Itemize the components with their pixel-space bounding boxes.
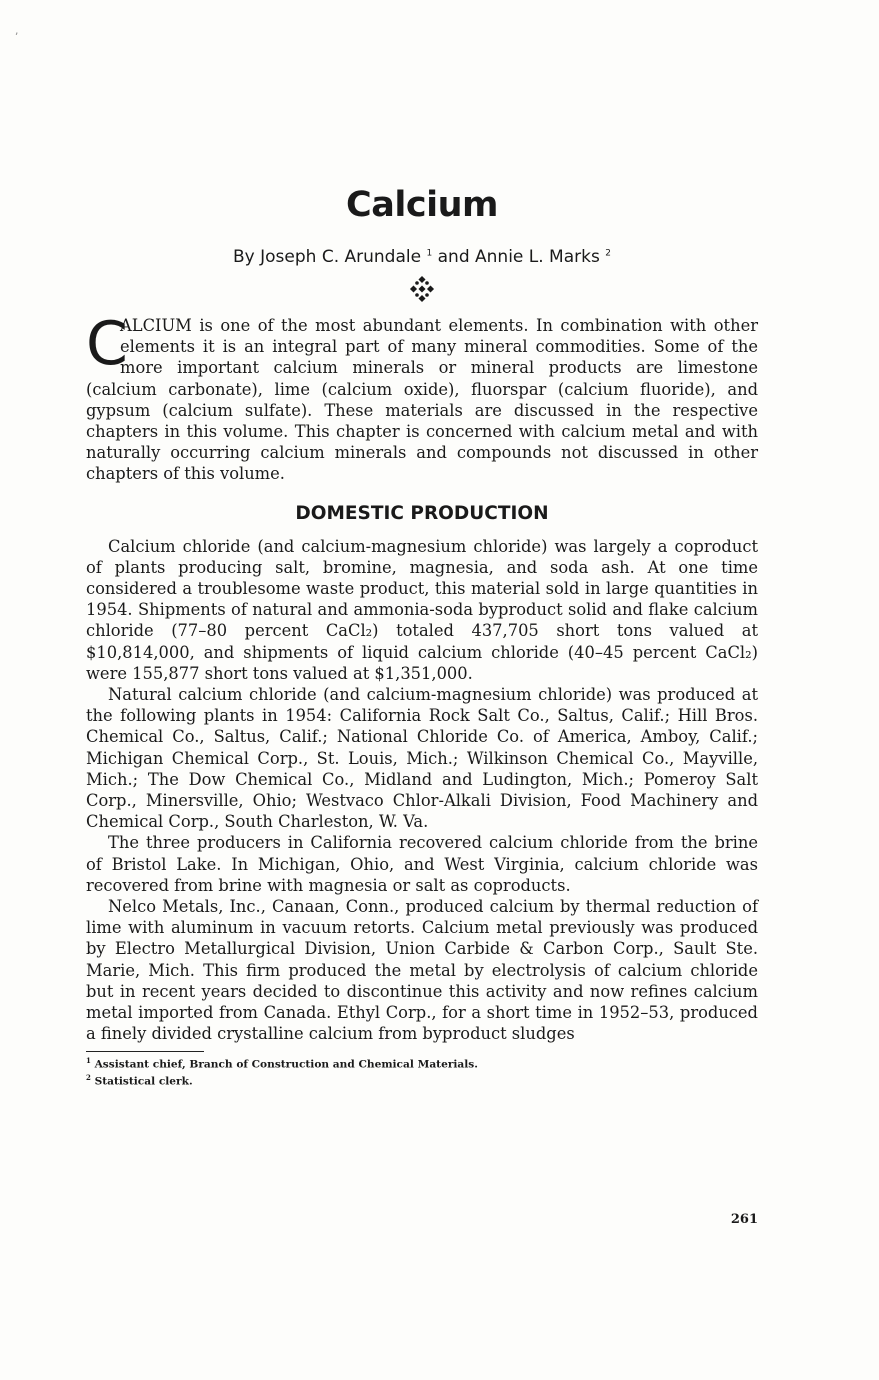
body-paragraph: Nelco Metals, Inc., Canaan, Conn., produced calcium by thermal reduction of lime with aluminum in vacuum retorts. Calcium metal previously was produced by Electro Metallurgical Division, Union Carbide & Carbon Corp., Sault Ste. Marie, Mich. This firm produced the metal by electrolysis of calcium chloride but in recent years decided to discontinue this activity and now refines calcium metal imported from Canada. Ethyl Corp., for a short time in 1952–53, produced a finely divided crystalline calcium from byproduct sludges [86,897,758,1044]
body-paragraph: Calcium chloride (and calcium-magnesium chloride) was largely a coproduct of plants producing salt, bromine, magnesia, and soda ash. At one time considered a troublesome waste product, this material sold in large quantities in 1954. Shipments of natural and ammonia-soda byproduct solid and flake calcium chloride (77–80 percent CaCl₂) totaled 437,705 short tons valued at $10,814,000, and shipments of liquid calcium chloride (40–45 percent CaCl₂) were 155,877 short tons valued at $1,351,000. [86,536,758,683]
footnote [86,1071,758,1089]
footnotes [86,1054,758,1089]
page-content [86,185,758,1227]
section-heading: DOMESTIC PRODUCTION [295,502,549,524]
author-1: Joseph C. Arundale [260,247,422,267]
author-2-footnote-ref: 2 [605,248,611,259]
page-number: 261 [730,1212,758,1227]
intro-text: ALCIUM is one of the most abundant elements. In combination with other elements it is an integral part of many mineral commodities. Some of the more important calcium minerals or mineral products are limestone (calcium carbonate), lime (calcium oxide), fluorspar (calcium fluoride), and gypsum (calcium sulfate). These materials are discussed in the respective chapters in this volume. This chapter is concerned with calcium metal and with naturally occurring calcium minerals and compounds not discussed in other chapters of this volume. [86,316,758,484]
drop-cap: C [86,309,128,379]
author-1-footnote-ref: 1 [426,248,433,259]
byline-by: By [233,247,255,267]
footnote-ref: 1 [86,1055,91,1065]
body-paragraph: The three producers in California recovered calcium chloride from the brine of Bristol Lake. In Michigan, Ohio, and West Virginia, calcium chloride was recovered from brine with magnesia or salt as coproducts. [86,833,758,895]
footnote [86,1054,758,1072]
footnote-text: Assistant chief, Branch of Construction and Chemical Materials. [94,1058,478,1071]
footnote-ref: 2 [86,1073,91,1083]
fleuron-ornament-icon [86,275,758,305]
intro-paragraph [86,309,758,485]
byline [86,247,758,267]
byline-and: and [437,247,470,267]
body-paragraph: Natural calcium chloride (and calcium-magnesium chloride) was produced at the following plants in 1954: California Rock Salt Co., Saltus, Calif.; Hill Bros. Chemical Co., Saltus, Calif.; National Chloride Co. of America, Amboy, Calif.; Michigan Chemical Corp., St. Louis, Mich.; Wilkinson Chemical Co., Mayville, Mich.; The Dow Chemical Co., Midland and Ludington, Mich.; Pomeroy Salt Corp., Minersville, Ohio; Westvaco Chlor-Alkali Division, Food Machinery and Chemical Corp., South Charleston, W. Va. [86,685,758,832]
margin-speck: ’ [15,32,19,43]
footnote-divider [86,1051,204,1052]
article-title: Calcium [346,185,498,225]
footnote-text: Statistical clerk. [94,1075,193,1088]
author-2: Annie L. Marks [475,247,600,267]
